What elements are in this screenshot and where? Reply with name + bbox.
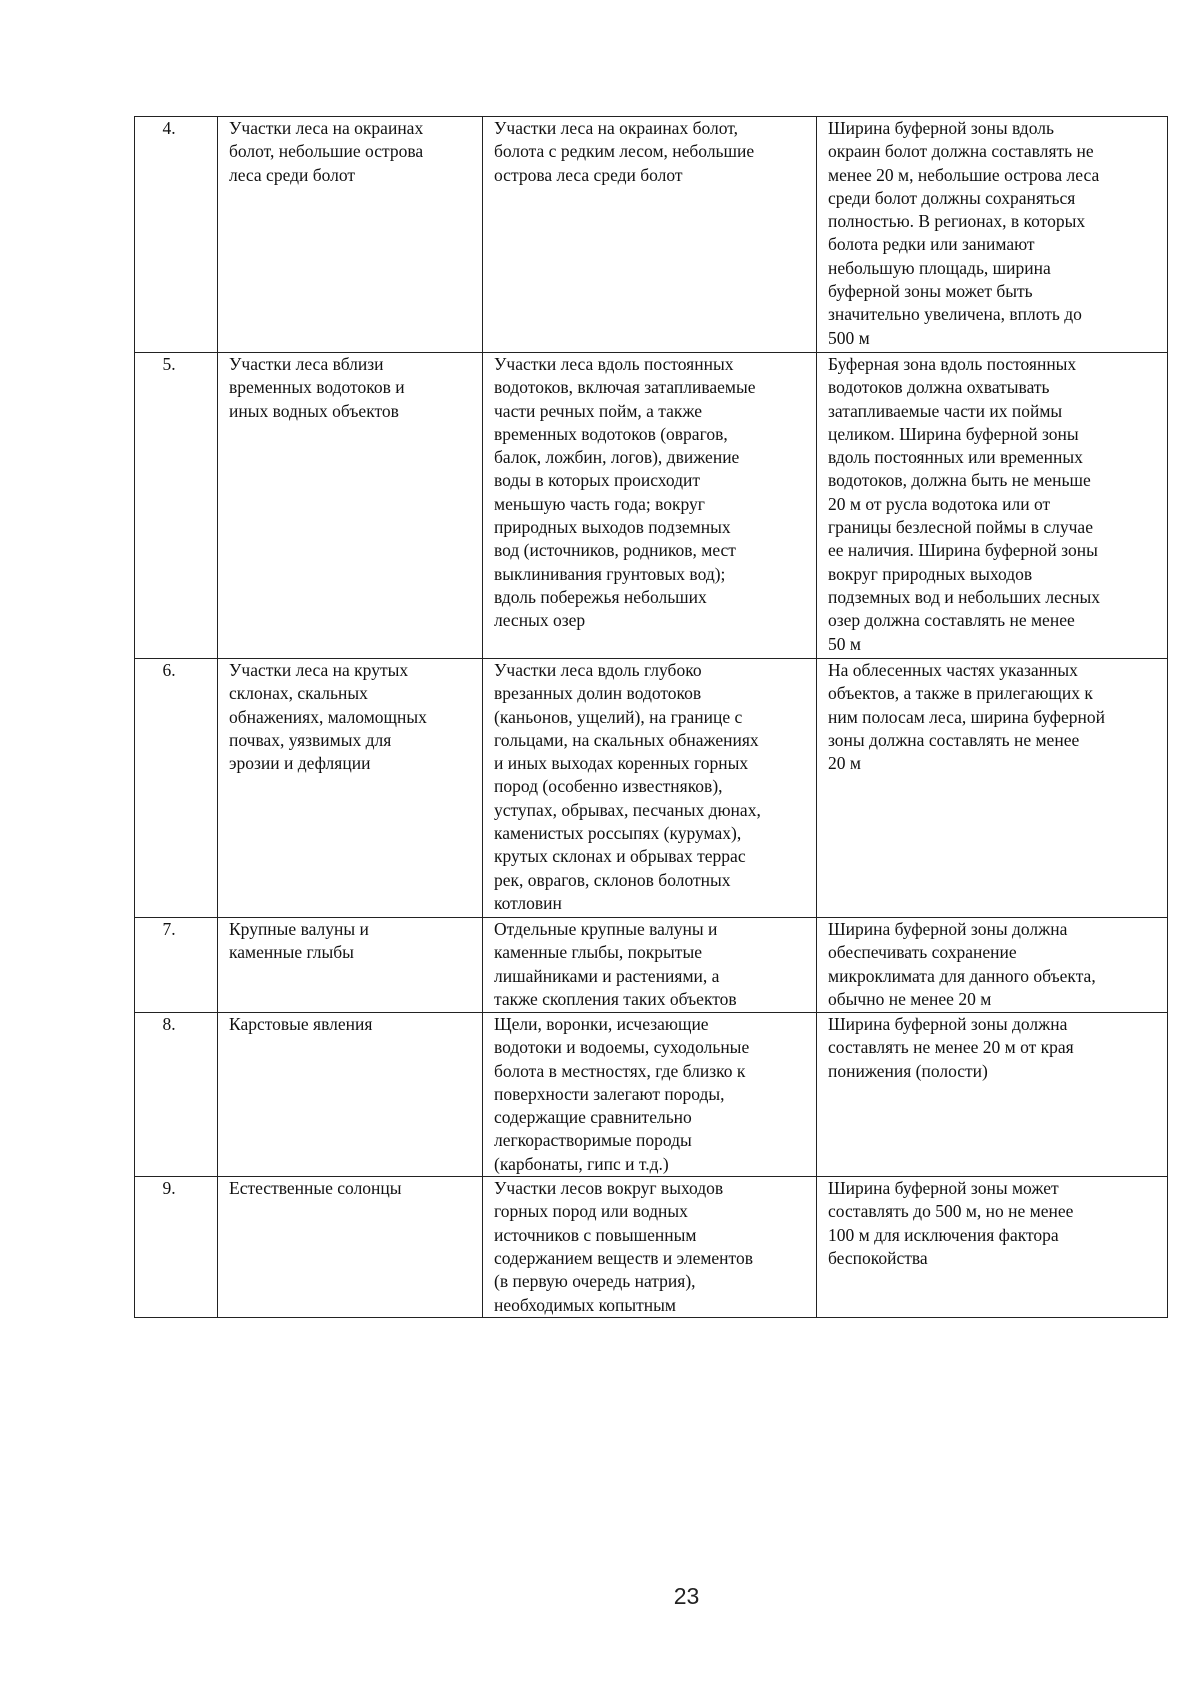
object-name-cell: Естественные солонцы: [218, 1177, 483, 1318]
table-row: [135, 659, 1168, 918]
object-name-cell: Участки леса на окраинах болот, небольшие острова леса среди болот: [218, 117, 483, 353]
row-number-cell: 4.: [135, 117, 218, 353]
row-number-cell: 6.: [135, 659, 218, 918]
object-description-cell: Участки лесов вокруг выходов горных пород или водных источников с повышенным содержанием веществ и элементов (в первую очередь натрия), необходимых копытным: [483, 1177, 817, 1318]
object-name-cell: Карстовые явления: [218, 1013, 483, 1177]
object-description-cell: Отдельные крупные валуны и каменные глыбы, покрытые лишайниками и растениями, а также скопления таких объектов: [483, 918, 817, 1013]
buffer-zone-cell: Ширина буферной зоны должна составлять не менее 20 м от края понижения (полости): [817, 1013, 1168, 1177]
buffer-zone-cell: На облесенных частях указанных объектов, а также в прилегающих к ним полосам леса, ширина буферной зоны должна составлять не менее 20 м: [817, 659, 1168, 918]
row-number-cell: 5.: [135, 353, 218, 659]
object-description-cell: Щели, воронки, исчезающие водотоки и водоемы, суходольные болота в местностях, где близко к поверхности залегают породы, содержащие сравнительно легкорастворимые породы (карбонаты, гипс и т.д.): [483, 1013, 817, 1177]
object-name-cell: Участки леса вблизи временных водотоков и иных водных объектов: [218, 353, 483, 659]
buffer-zone-cell: Ширина буферной зоны вдоль окраин болот должна составлять не менее 20 м, небольшие острова леса среди болот должны сохраняться полностью. В регионах, в которых болота редки или занимают небольшую площадь, ширина буферной зоны может быть значительно увеличена, вплоть до 500 м: [817, 117, 1168, 353]
table-row: [135, 353, 1168, 659]
page-number: 23: [673, 1583, 700, 1609]
buffer-zone-cell: Ширина буферной зоны должна обеспечивать сохранение микроклимата для данного объекта, обычно не менее 20 м: [817, 918, 1168, 1013]
object-name-cell: Крупные валуны и каменные глыбы: [218, 918, 483, 1013]
row-number-cell: 8.: [135, 1013, 218, 1177]
row-number-cell: 7.: [135, 918, 218, 1013]
buffer-zone-cell: Буферная зона вдоль постоянных водотоков должна охватывать затапливаемые части их поймы целиком. Ширина буферной зоны вдоль постоянных или временных водотоков, должна быть не меньше 20 м от русла водотока или от границы безлесной поймы в случае ее наличия. Ширина буферной зоны вокруг природных выходов подземных вод и небольших лесных озер должна составлять не менее 50 м: [817, 353, 1168, 659]
table-row: [135, 918, 1168, 1013]
object-description-cell: Участки леса вдоль постоянных водотоков, включая затапливаемые части речных пойм, а также временных водотоков (оврагов, балок, ложбин, логов), движение воды в которых происходит меньшую часть года; вокруг природных выходов подземных вод (источников, родников, мест выклинивания грунтовых вод); вдоль побережья небольших лесных озер: [483, 353, 817, 659]
buffer-zone-table: [134, 116, 1168, 1318]
object-name-cell: Участки леса на крутых склонах, скальных обнажениях, маломощных почвах, уязвимых для эрозии и дефляции: [218, 659, 483, 918]
table-row: [135, 1013, 1168, 1177]
table-row: [135, 1177, 1168, 1318]
object-description-cell: Участки леса на окраинах болот, болота с редким лесом, небольшие острова леса среди болот: [483, 117, 817, 353]
buffer-zone-cell: Ширина буферной зоны может составлять до 500 м, но не менее 100 м для исключения фактора беспокойства: [817, 1177, 1168, 1318]
row-number-cell: 9.: [135, 1177, 218, 1318]
object-description-cell: Участки леса вдоль глубоко врезанных долин водотоков (каньонов, ущелий), на границе с гольцами, на скальных обнажениях и иных выходах коренных горных пород (особенно известняков), уступах, обрывах, песчаных дюнах, каменистых россыпях (курумах), крутых склонах и обрывах террас рек, оврагов, склонов болотных котловин: [483, 659, 817, 918]
table-row: [135, 117, 1168, 353]
